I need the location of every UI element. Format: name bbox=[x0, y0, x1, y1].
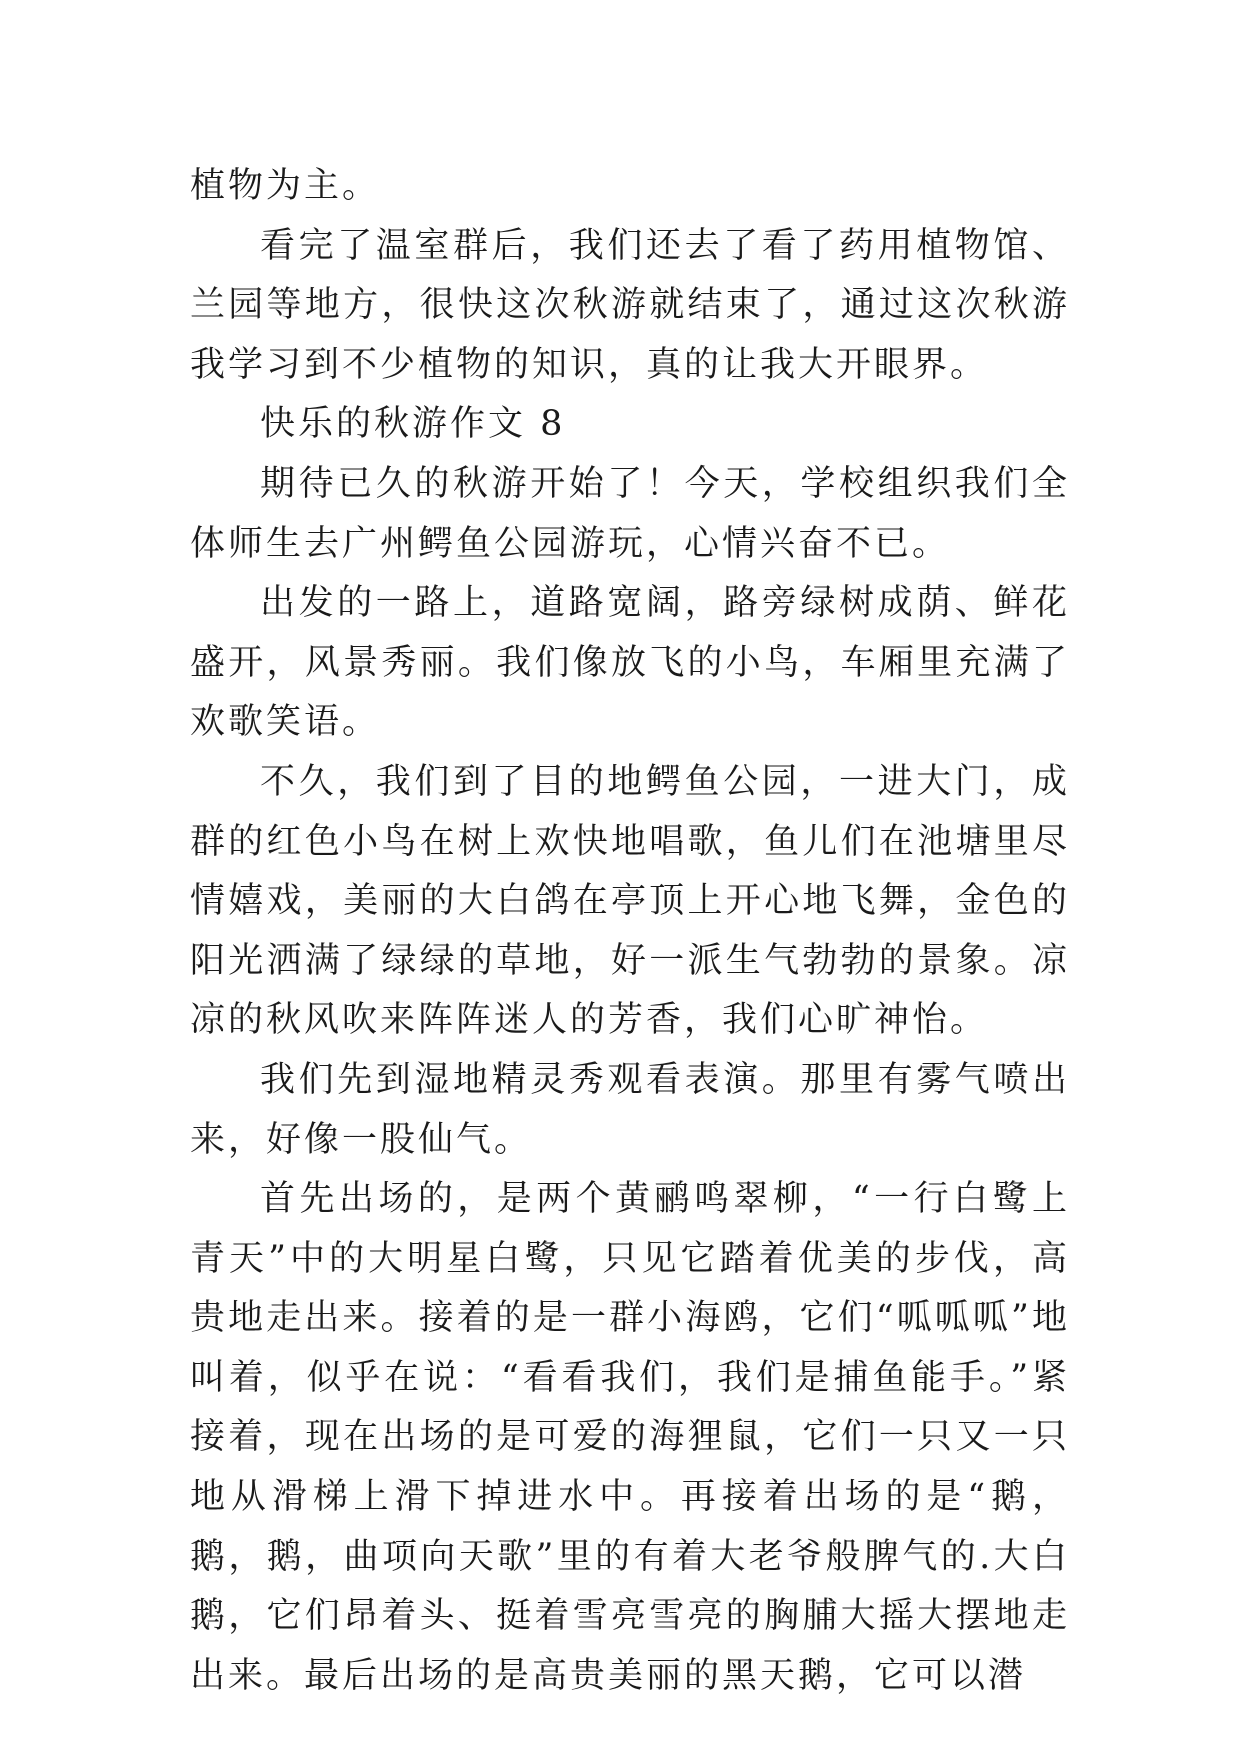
paragraph: 首先出场的，是两个黄鹂鸣翠柳，“一行白鹭上青天”中的大明星白鹭，只见它踏着优美的步伐，高贵地走出来。接着的是一群小海鸥，它们“呱呱呱”地叫着，似乎在说：“看看我们，我们是捕鱼能手。”紧接着，现在出场的是可爱的海狸鼠，它们一只又一只地从滑梯上滑下掉进水中。再接着出场的是“鹅，鹅，鹅，曲项向天歌”里的有着大老爷般脾气的.大白鹅，它们昂着头、挺着雪亮雪亮的胸脯大摇大摆地走出来。最后出场的是高贵美丽的黑天鹅，它可以潜 bbox=[190, 1179, 1070, 1696]
document-body bbox=[190, 157, 1070, 1706]
paragraph: 不久，我们到了目的地鳄鱼公园，一进大门，成群的红色小鸟在树上欢快地唱歌，鱼儿们在池塘里尽情嬉戏，美丽的大白鸽在亭顶上开心地飞舞，金色的阳光洒满了绿绿的草地，好一派生气勃勃的景象。凉凉的秋风吹来阵阵迷人的芳香，我们心旷神怡。 bbox=[190, 761, 1070, 1041]
paragraph: 我们先到湿地精灵秀观看表演。那里有雾气喷出来，好像一股仙气。 bbox=[190, 1059, 1070, 1160]
paragraph: 出发的一路上，道路宽阔，路旁绿树成荫、鲜花盛开，风景秀丽。我们像放飞的小鸟，车厢里充满了欢歌笑语。 bbox=[190, 583, 1070, 743]
paragraph: 期待已久的秋游开始了！今天，学校组织我们全体师生去广州鳄鱼公园游玩，心情兴奋不已。 bbox=[190, 463, 1070, 564]
paragraph: 看完了温室群后，我们还去了看了药用植物馆、兰园等地方，很快这次秋游就结束了，通过这次秋游我学习到不少植物的知识，真的让我大开眼界。 bbox=[190, 225, 1070, 385]
paragraph: 植物为主。 bbox=[190, 166, 381, 206]
essay-heading: 快乐的秋游作文 8 bbox=[260, 404, 566, 445]
